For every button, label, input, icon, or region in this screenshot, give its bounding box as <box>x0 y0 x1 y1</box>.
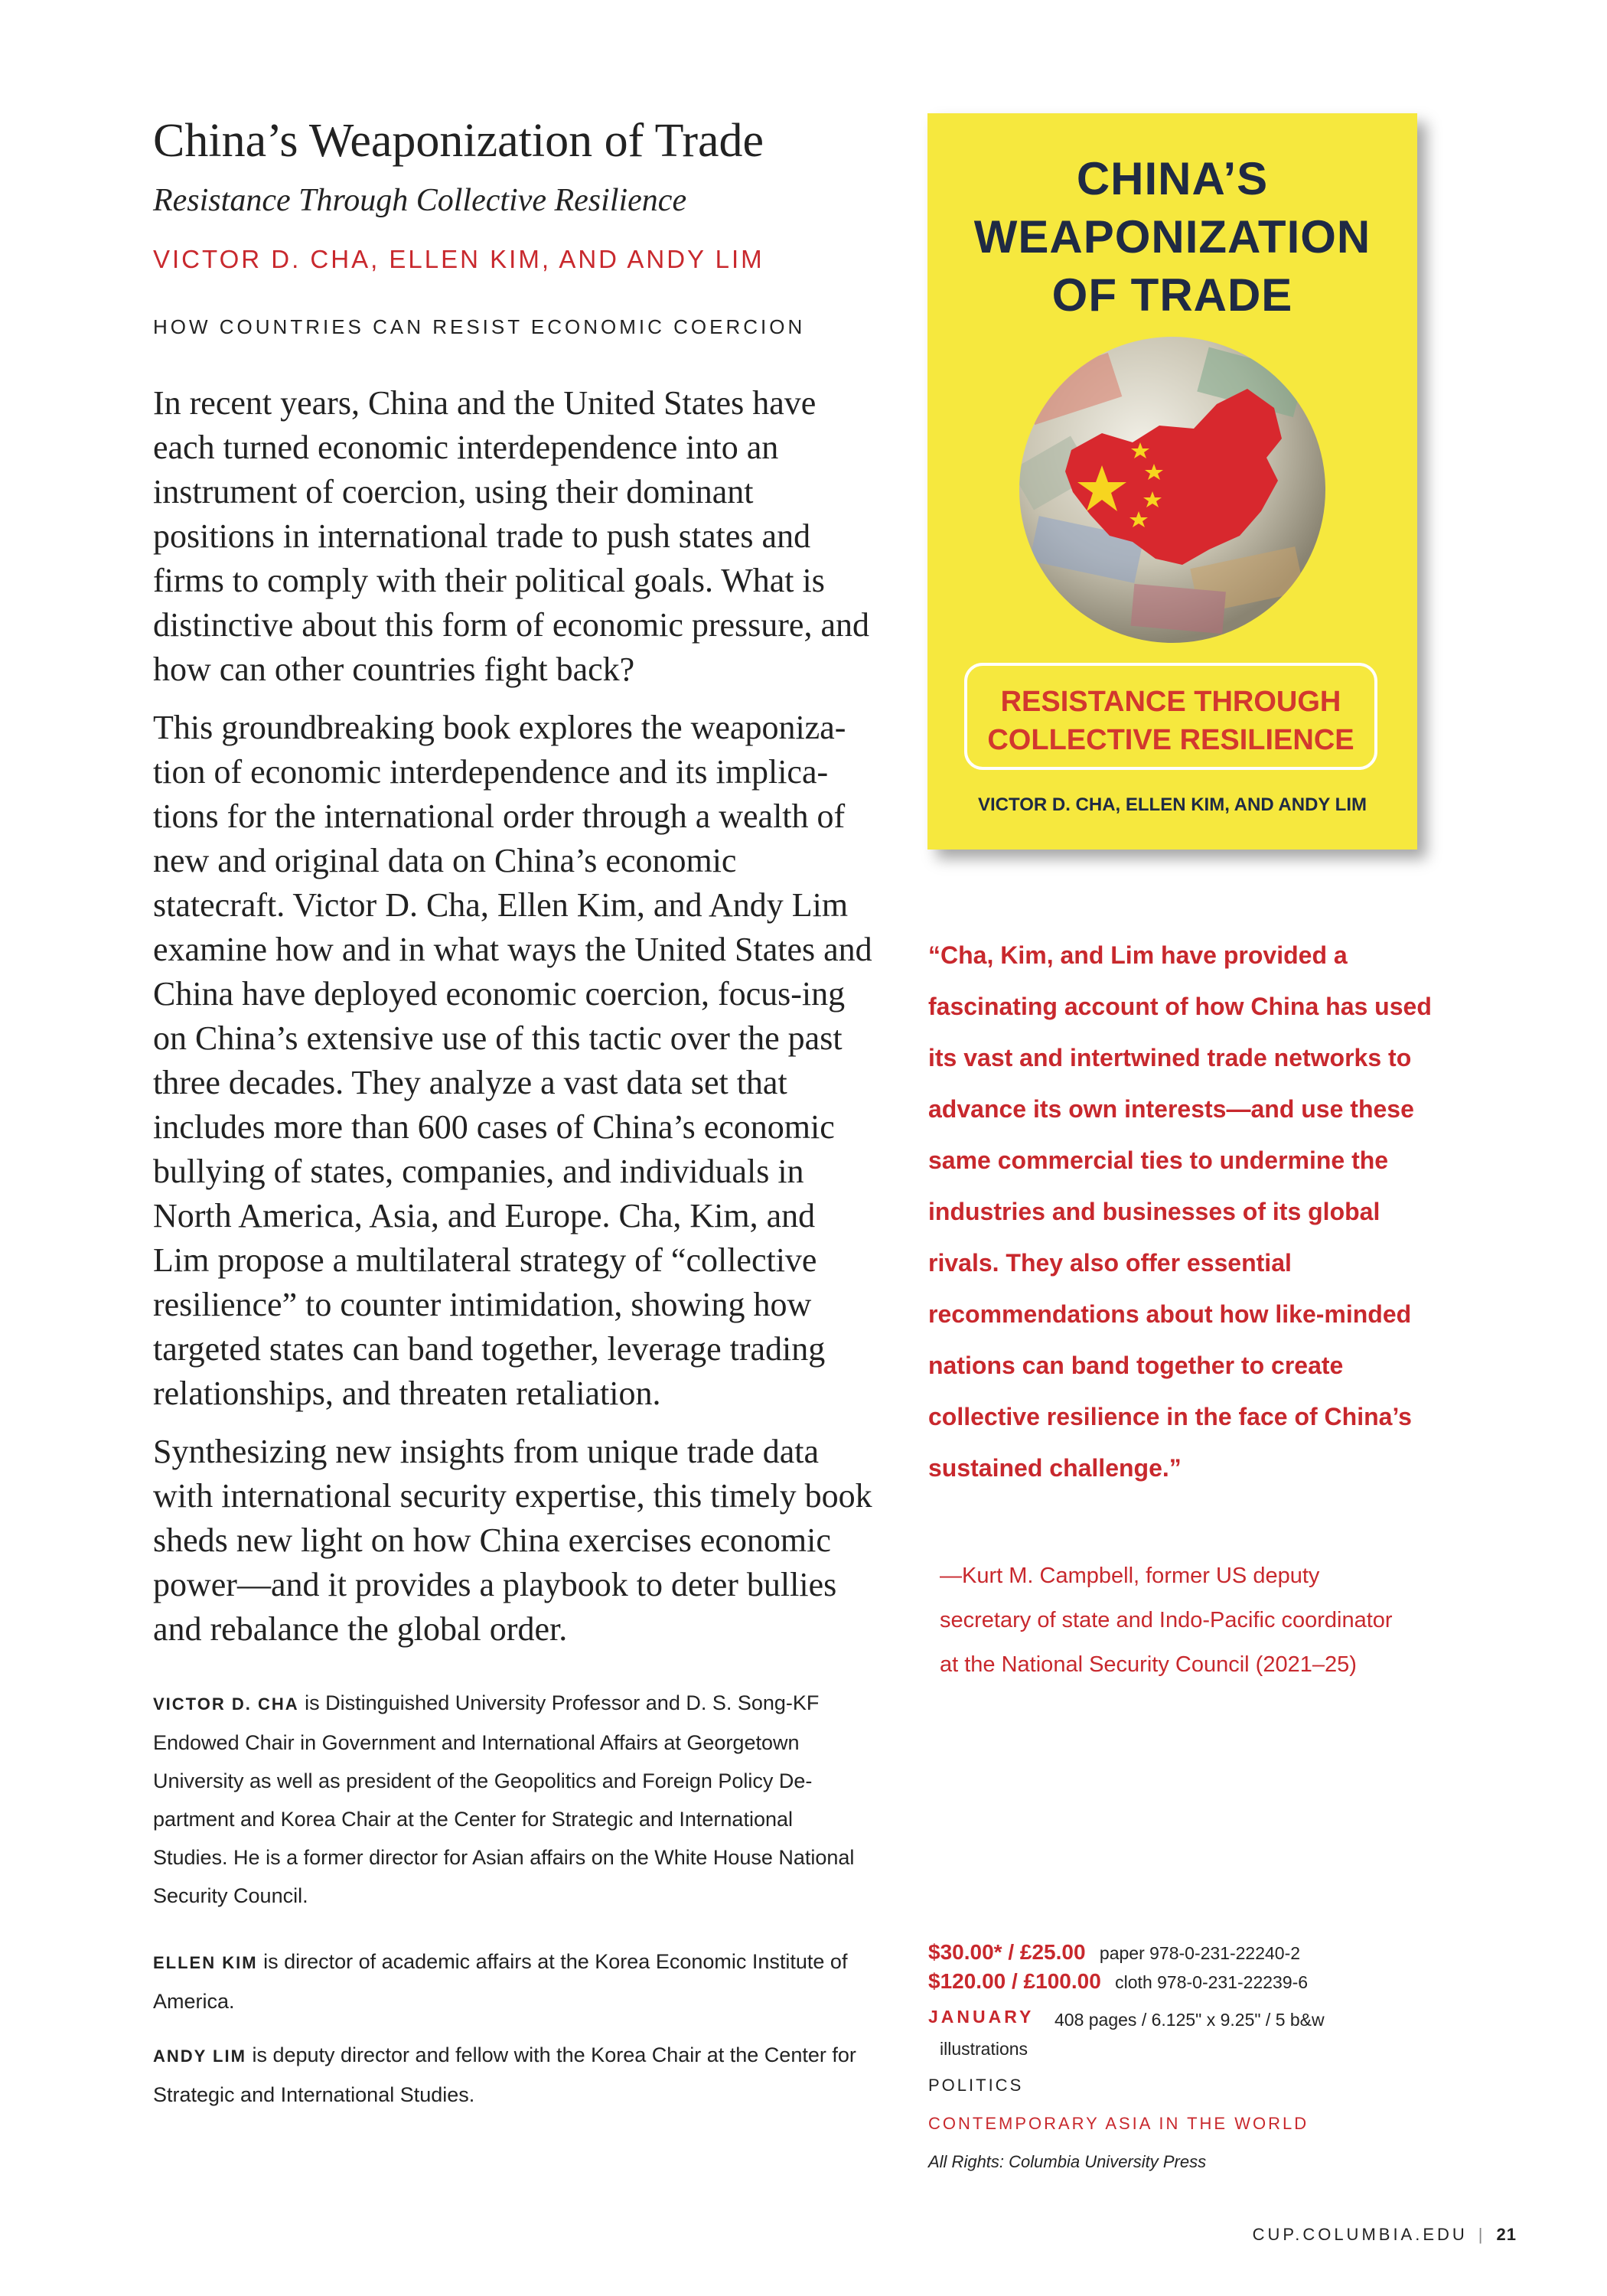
rights-statement: All Rights: Columbia University Press <box>928 2152 1207 2171</box>
page-number: 21 <box>1496 2225 1517 2244</box>
author-bio-lim <box>153 2036 857 2114</box>
cover-subtitle-line: COLLECTIVE RESILIENCE <box>987 724 1354 756</box>
book-description <box>153 381 876 1665</box>
format-label: cloth <box>1115 1972 1152 1992</box>
footer-separator: | <box>1478 2225 1486 2244</box>
globe-illustration <box>1018 335 1327 644</box>
description-paragraph: Synthesizing new insights from unique trade data with international security expertise, this timely book sheds new light on how China exercises economic power—and it provides a playbook to deter bullies and rebalance the global order. <box>153 1433 872 1648</box>
book-subtitle: Resistance Through Collective Resilience <box>153 183 687 218</box>
cover-title-line: WEAPONIZATION <box>973 211 1371 263</box>
endorsement-quote: “Cha, Kim, and Lim have provided a fascinating account of how China has used its vast and intertwined trade networks to advance its own interests—and use these same commercial ties to undermine the industries and businesses of its global rivals. They also offer essential recommendations about how like-minded nations can band together to create collective resilience in the face of China’s sustained challenge.” <box>928 941 1432 1482</box>
book-tagline: HOW COUNTRIES CAN RESIST ECONOMIC COERCION <box>153 315 806 338</box>
subject-category: POLITICS <box>928 2076 1024 2095</box>
book-title: China’s Weaponization of Trade <box>153 115 764 167</box>
author-name: VICTOR D. CHA <box>153 1694 299 1714</box>
author-bio-text: is Distinguished University Professor and D. S. Song-KF Endowed Chair in Government and International Affairs at Georgetown University as well as president of the Geopolitics and Foreign Policy De-partment and Korea Chair at the Center for Strategic and International Studies. He is a former director for Asian affairs on the White House National Security Council. <box>153 1691 855 1907</box>
publication-month: JANUARY <box>928 2007 1035 2027</box>
publication-specs: 408 pages / 6.125" x 9.25" / 5 b&w illustrations <box>940 2010 1325 2059</box>
price-cloth: $120.00 / £100.00 <box>928 1969 1101 1993</box>
author-bio-text: is deputy director and fellow with the Korea Chair at the Center for Strategic and International Studies. <box>153 2043 856 2106</box>
cover-authors: VICTOR D. CHA, ELLEN KIM, AND ANDY LIM <box>977 794 1367 815</box>
book-cover-image <box>927 113 1417 850</box>
cover-title-line: OF TRADE <box>1051 269 1293 321</box>
price-row-paper <box>928 1940 1300 1965</box>
cover-subtitle-frame <box>964 663 1377 770</box>
author-bio-text: is director of academic affairs at the Korea Economic Institute of America. <box>153 1950 848 2013</box>
page-footer <box>1253 2225 1517 2245</box>
format-label: paper <box>1099 1943 1145 1963</box>
price-row-cloth <box>928 1969 1308 1994</box>
cover-title-line: CHINA’S <box>1076 153 1269 204</box>
isbn: 978-0-231-22239-6 <box>1157 1972 1309 1992</box>
price-paper: $30.00* / £25.00 <box>928 1940 1086 1964</box>
author-name: ELLEN KIM <box>153 1953 258 1972</box>
book-series: CONTEMPORARY ASIA IN THE WORLD <box>928 2114 1309 2133</box>
cover-subtitle-line: RESISTANCE THROUGH <box>1000 686 1341 718</box>
cover-subtitle <box>967 683 1374 759</box>
author-bio-cha <box>153 1684 857 1915</box>
publisher-url: CUP.COLUMBIA.EDU <box>1252 2225 1468 2244</box>
description-paragraph: This groundbreaking book explores the weaponiza-tion of economic interdependence and its implica-tions for the international order through a wealth of new and original data on China’s economic statecraft. Victor D. Cha, Ellen Kim, and Andy Lim examine how and in what ways the United States and China have deployed economic coercion, focus-ing on China’s extensive use of this tactic over the past three decades. They analyze a vast data set that includes more than 600 cases of China’s economic bullying of states, companies, and individuals in North America, Asia, and Europe. Cha, Kim, and Lim propose a multilateral strategy of “collective resilience” to counter intimidation, showing how targeted states can band together, leverage trading relationships, and threaten retaliation. <box>153 709 872 1412</box>
quote-attribution: —Kurt M. Campbell, former US deputy secretary of state and Indo-Pacific coordinator at the National Security Council (2021–25) <box>940 1564 1393 1677</box>
isbn: 978-0-231-22240-2 <box>1149 1943 1301 1963</box>
author-name: ANDY LIM <box>153 2047 246 2066</box>
cover-title <box>927 150 1417 325</box>
author-bio-kim <box>153 1942 857 2020</box>
description-paragraph: In recent years, China and the United States have each turned economic interdependence into an instrument of coercion, using their dominant positions in international trade to push states and firms to comply with their political goals. What is distinctive about this form of economic pressure, and how can other countries fight back? <box>153 384 869 688</box>
book-authors: VICTOR D. CHA, ELLEN KIM, AND ANDY LIM <box>153 245 764 273</box>
